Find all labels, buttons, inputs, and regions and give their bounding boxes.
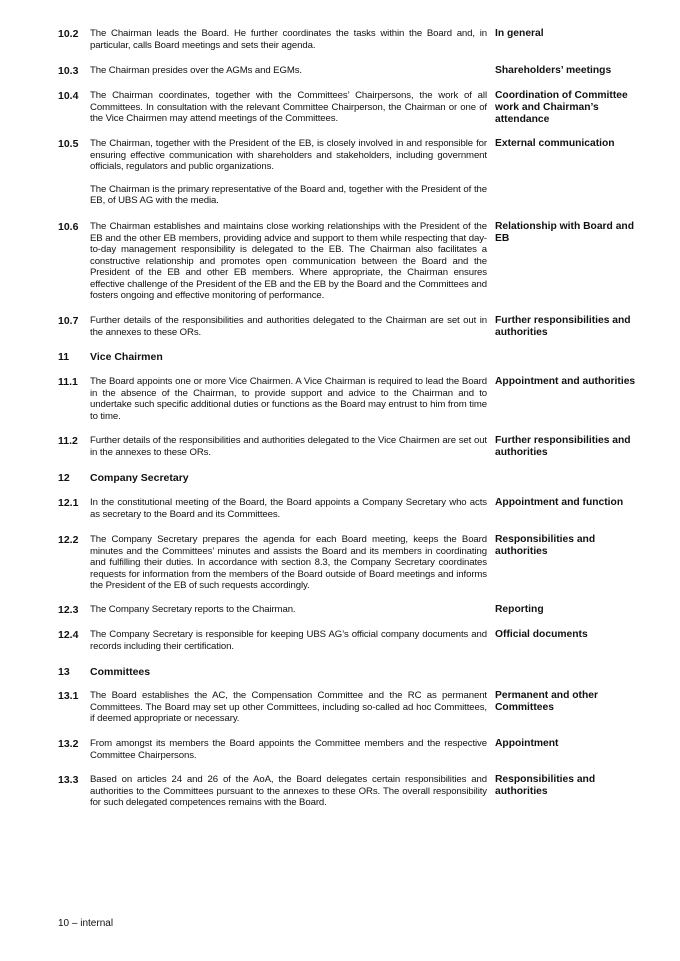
- section-heading: Committees: [90, 666, 151, 678]
- margin-heading: Appointment and authorities: [495, 376, 636, 387]
- section-text: Further details of the responsibilities and authorities delegated to the Vice Chairmen are set out in the annexes to these ORs.: [90, 435, 487, 458]
- margin-heading: Permanent and other Committees: [495, 690, 598, 713]
- margin-heading: In general: [495, 28, 544, 39]
- section-number: 10.7: [58, 315, 79, 327]
- section-text: In the constitutional meeting of the Board, the Board appoints a Company Secretary who acts as secretary to the Board and its Committees.: [90, 497, 487, 520]
- section-number: 10.4: [58, 90, 79, 102]
- section-number: 11: [58, 351, 70, 363]
- page-footer: 10 – internal: [58, 918, 114, 929]
- section-number: 12.2: [58, 534, 79, 546]
- margin-heading: Further responsibilities and authorities: [495, 435, 631, 458]
- section-number: 13: [58, 666, 70, 678]
- section-text: The Company Secretary is responsible for keeping UBS AG’s official company documents and records including their certification.: [90, 629, 487, 652]
- section-number: 10.2: [58, 28, 79, 40]
- section-number: 12.4: [58, 629, 79, 641]
- margin-heading: Shareholders’ meetings: [495, 65, 612, 76]
- section-text: Further details of the responsibilities and authorities delegated to the Chairman are set out in the annexes to these ORs.: [90, 315, 487, 338]
- margin-heading: Coordination of Committee work and Chairman’s attendance: [495, 90, 628, 125]
- section-text: The Chairman, together with the President of the EB, is closely involved in and responsible for ensuring effective communication with shareholders and stakeholders, including government officials, regulators and public organizations.: [90, 138, 487, 172]
- section-text: The Chairman leads the Board. He further coordinates the tasks within the Board and, in particular, calls Board meetings and sets their agenda.: [90, 28, 487, 51]
- section-number: 13.2: [58, 738, 79, 750]
- margin-heading: External communication: [495, 138, 615, 149]
- section-text: The Chairman establishes and maintains close working relationships with the President of the EB and the other EB members, providing advice and support to them while respecting that day-to-day management responsibility is delegated to the EB. The Chairman also facilitates a constructive relationship and promotes open communication between the Board and the President of the EB and other EB members. Where appropriate, the Chairman ensures effective challenge of the President of the EB and the EB by the Board and the Committees and fosters ongoing and effective monitoring of performance.: [90, 221, 487, 301]
- margin-heading: Responsibilities and authorities: [495, 534, 596, 557]
- section-text: The Chairman presides over the AGMs and EGMs.: [90, 65, 302, 76]
- section-number: 11.1: [58, 376, 78, 388]
- margin-heading: Relationship with Board and EB: [495, 221, 635, 244]
- section-text: The Company Secretary prepares the agenda for each Board meeting, keeps the Board minutes and the Committees’ minutes and assists the Board and its members in coordinating and fulfilling their duties. In accordance with section 8.3, the Company Secretary coordinates requests for information from the members of the Board outside of Board meetings and informs the President of the EB of such requests accordingly.: [90, 534, 487, 591]
- section-text: The Company Secretary reports to the Chairman.: [90, 604, 296, 615]
- section-number: 11.2: [58, 435, 78, 447]
- margin-heading: Appointment and function: [495, 497, 624, 508]
- margin-heading: Appointment: [495, 738, 559, 749]
- section-text: Based on articles 24 and 26 of the AoA, the Board delegates certain responsibilities and authorities to the Committees pursuant to the annexes to these ORs. The overall responsibility for such delegated competences remains with the Board.: [90, 774, 487, 808]
- section-number: 10.6: [58, 221, 79, 233]
- margin-heading: Official documents: [495, 629, 588, 640]
- section-number: 12.1: [58, 497, 79, 509]
- section-number: 12.3: [58, 604, 79, 616]
- margin-heading: Responsibilities and authorities: [495, 774, 596, 797]
- section-text: The Board establishes the AC, the Compensation Committee and the RC as permanent Committees. The Board may set up other Committees, including so-called ad hoc Committees, if deemed appropriate or necessary.: [90, 690, 487, 724]
- margin-heading: Reporting: [495, 604, 544, 615]
- section-number: 12: [58, 472, 70, 484]
- section-heading: Vice Chairmen: [90, 351, 163, 363]
- section-number: 13.3: [58, 774, 79, 786]
- margin-heading: Further responsibilities and authorities: [495, 315, 631, 338]
- section-text: From amongst its members the Board appoints the Committee members and the respective Committee Chairpersons.: [90, 738, 487, 761]
- section-number: 13.1: [58, 690, 79, 702]
- section-text: The Chairman coordinates, together with the Committees’ Chairpersons, the work of all Committees. In consultation with the relevant Committee Chairperson, the Chairman or one of the Vice Chairmen may attend meetings of the Committees.: [90, 90, 487, 124]
- section-number: 10.3: [58, 65, 79, 77]
- section-text: The Board appoints one or more Vice Chairmen. A Vice Chairman is required to lead the Board in the absence of the Chairman, to provide support and advice to the Chairman and to undertake such specific additional duties or functions as the Board may entrust to him from time to time.: [90, 376, 487, 422]
- section-text: The Chairman is the primary representative of the Board and, together with the President of the EB, of UBS AG with the media.: [90, 183, 487, 206]
- section-number: 10.5: [58, 138, 79, 150]
- section-heading: Company Secretary: [90, 472, 189, 484]
